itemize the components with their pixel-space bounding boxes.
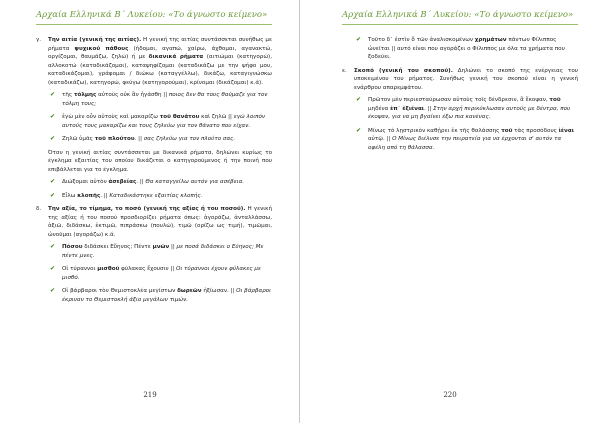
text: ||	[169, 244, 177, 250]
section-title: Την αιτία (γενική της αιτίας).	[48, 37, 142, 43]
translation: Οι βάρβαροι έκριναν το Θεμιστοκλή άξιο μεγάλων τιμών.	[62, 288, 272, 303]
checkmark-icon: ✔	[50, 265, 56, 272]
checkmark-icon: ✔	[50, 191, 56, 199]
text: Ζηλῶ ὑμᾶς	[62, 136, 95, 142]
bold-term: κλοπῆς	[77, 192, 101, 199]
text: τῆς	[62, 92, 74, 98]
bold-term: μισθοῦ	[97, 266, 120, 272]
example-item	[36, 265, 272, 282]
bold-term: τοῦ	[549, 97, 561, 103]
example-item	[36, 135, 272, 144]
section-title: Την αξία, το τίμημα, το ποσό (γενική της αξίας ή του ποσού).	[48, 206, 246, 212]
right-page	[300, 0, 600, 423]
checkmark-icon: ✔	[50, 287, 56, 294]
section-e	[342, 67, 578, 93]
section-label: ε.	[342, 67, 347, 74]
paragraph: Όταν η γενική αιτίας συντάσσεται με δικανικά ρήματα, δηλώνει κυρίως το έγκλημα εξαιτίας του οποίου δικάζεται ο κατηγορούμενος ή την ποινή που επιβάλλεται για το έγκλημα.	[48, 149, 272, 173]
text: φύλακας ἔχουσιν ||	[119, 266, 176, 272]
bold-term: Πόσου	[62, 244, 83, 250]
bold-term: ἰέναι	[558, 127, 574, 134]
translation: εγώ λοιπόν αυτούς τους μακαρίζω και τους ζηλεύω για τον θάνατο που είχαν.	[62, 114, 266, 129]
text: τὰς προσόδους	[512, 127, 559, 134]
text: ἐγὼ μὲν οὖν αὐτοὺς καὶ μακαρίζω	[62, 114, 160, 120]
right-page-content	[342, 36, 578, 157]
section-g	[36, 36, 272, 87]
text: Οἱ βάρβαροι τὸν Θεμιστοκλέα μεγίστων	[62, 288, 178, 294]
text: Τοῦτο δ᾽ ἐστὶν ὃ τῶν ἀναλισκομένων	[368, 37, 475, 43]
bold-term: τόλμης	[73, 92, 97, 98]
checkmark-icon: ✔	[50, 113, 56, 120]
translation: Οι τύραννοι έχουν φύλακες με μισθό.	[62, 266, 261, 281]
text: αὐτοὺς οὐκ ἂν ἠγάσθη ||	[96, 92, 169, 98]
text: ἠξίωσαν. ||	[201, 288, 237, 294]
text: πάντων Φίλιππος ὠνεῖται || αυτό είναι που αγοράζει ο Φίλιππος με όλα τα χρήματα που ξοδεύει.	[368, 37, 565, 60]
bold-term: τοῦ πλούτου	[94, 136, 135, 142]
example-item	[36, 192, 272, 201]
checkmark-icon: ✔	[50, 91, 56, 98]
text: Μίνως τὸ λῃστρικὸν καθῄρει ἐκ τῆς θαλάσσης	[368, 127, 502, 134]
running-header: Αρχαία Ελληνικά Β΄ Λυκείου: «Το άγνωστο κείμενο»	[342, 10, 574, 20]
checkmark-icon: ✔	[356, 126, 362, 134]
bold-term: τοῦ	[501, 127, 513, 134]
header-rule	[36, 24, 272, 25]
text: Η γενική της αξίας ή του ποσού προσδιορίζει ρήματα όπως: ἀγοράζω, ἀνταλλάσσω, ἀξιῶ, διδάσκω, ἐκτιμῶ, πιπράσκω (πουλώ), τιμῶ (ορίζω ως τιμή), τιμῶμαι, ὠνοῦμαι (αγοράζω) κ.ά.	[48, 206, 272, 238]
text: . ||	[423, 105, 434, 112]
header-rule	[342, 24, 578, 25]
text: Πρῶτον μὲν περιεσταύρωσαν αὐτοὺς τοῖς δένδρεσιν, ἃ ἔκοψαν,	[368, 97, 550, 103]
page-number: 219	[143, 391, 157, 399]
example-item	[36, 113, 272, 130]
text: . ||	[136, 179, 146, 185]
section-d	[36, 205, 272, 239]
bold-term: δωρεῶν	[177, 288, 202, 294]
bold-term: χρημάτων	[474, 37, 507, 43]
running-header: Αρχαία Ελληνικά Β΄ Λυκείου: «Το άγνωστο κείμενο»	[36, 10, 268, 20]
section-title: Σκοπό (γενική του σκοπού).	[354, 67, 453, 74]
bold-term: ψυχικού πάθους	[74, 45, 129, 52]
text: Διώξομαι αὐτὸν	[62, 179, 109, 185]
translation: Ο Μίνως διέλυσε την πειρατεία για να έρχονται σ' αυτόν τα οφέλη από τη θάλασσα.	[368, 136, 562, 151]
text: (ήδομαι, αγαπώ, χαίρω, άχθομαι, αγανακτώ, οργίζομαι, θαυμάζω, ζηλώ) ή με	[48, 45, 272, 60]
example-item	[342, 96, 578, 122]
bold-term: μνῶν	[152, 244, 170, 250]
example-item	[342, 36, 578, 62]
checkmark-icon: ✔	[356, 36, 362, 43]
section-label: δ.	[36, 206, 42, 212]
translation: ποιος δεν θα τους θαύμαζε για τον τόλμη τους;	[62, 92, 268, 107]
text: Οἱ τύραννοι	[62, 266, 98, 272]
example-item	[36, 178, 272, 187]
checkmark-icon: ✔	[50, 135, 56, 142]
text: καὶ ζηλῶ ||	[199, 114, 234, 120]
section-label: γ.	[36, 37, 42, 43]
checkmark-icon: ✔	[50, 243, 56, 250]
checkmark-icon: ✔	[356, 96, 362, 103]
bold-term: ἐπ᾽ ἐξιέναι	[390, 105, 424, 112]
bold-term: ἀσεβείας	[108, 179, 137, 185]
text: . ||	[100, 192, 110, 199]
text: Η γενική της αιτίας συντάσσεται συνήθως με ρήματα	[48, 37, 272, 52]
translation: με ποσά διδάσκει ο Εύηνος; Με πέντε μνες.	[62, 244, 264, 259]
translation: Καταδικάστηκε εξαιτίας κλοπής.	[109, 192, 203, 199]
example-item	[36, 243, 272, 260]
translation: Στην αρχή περικύκλωσαν αυτούς με δέντρα, που έκοψαν, για να μη βγαίνει έξω πια κανένας.	[368, 105, 571, 120]
translation: Θα καταγγείλω αυτόν για ασέβεια.	[145, 179, 245, 185]
left-page-content	[36, 36, 272, 309]
translation: σας ζηλεύω για τον πλούτο σας.	[143, 136, 236, 142]
checkmark-icon: ✔	[50, 178, 56, 185]
text: . ||	[134, 136, 144, 142]
text: (αιτιώμαι (κατηγορώ), αλλοκοτώ (καταδικάζομαι), καταψηφίζομαι (καταδικάζω με την ψήφο μου, καταδικάζομαι), γράφομαι / διώκω (καταγγέλλω), δικάζω, καταγιγνώσκω (καταδικάζω), κατηγορώ, φεύγω (κατηγορούμαι), κρίνομαι (δικάζομαι) κ.ά).	[48, 54, 272, 86]
text: αὐτῷ. ||	[368, 136, 393, 142]
text: Εἷλω	[62, 192, 78, 199]
bold-term: τοῦ θανάτου	[159, 114, 200, 120]
text: Δηλώνει το σκοπό της ενέργειας του υποκειμένου του ρήματος. Συνήθως γενική του σκοπού είναι η γενική ενάρθρου απαρεμφάτου.	[354, 67, 578, 91]
page-number: 220	[443, 391, 457, 399]
text: διδάσκει Εὔηνος; Πέντε	[82, 244, 153, 250]
text: μηδένα	[368, 105, 391, 112]
example-item	[342, 127, 578, 153]
example-item	[36, 91, 272, 108]
example-item	[36, 287, 272, 304]
bold-term: δικανικά ρήματα	[148, 54, 204, 60]
